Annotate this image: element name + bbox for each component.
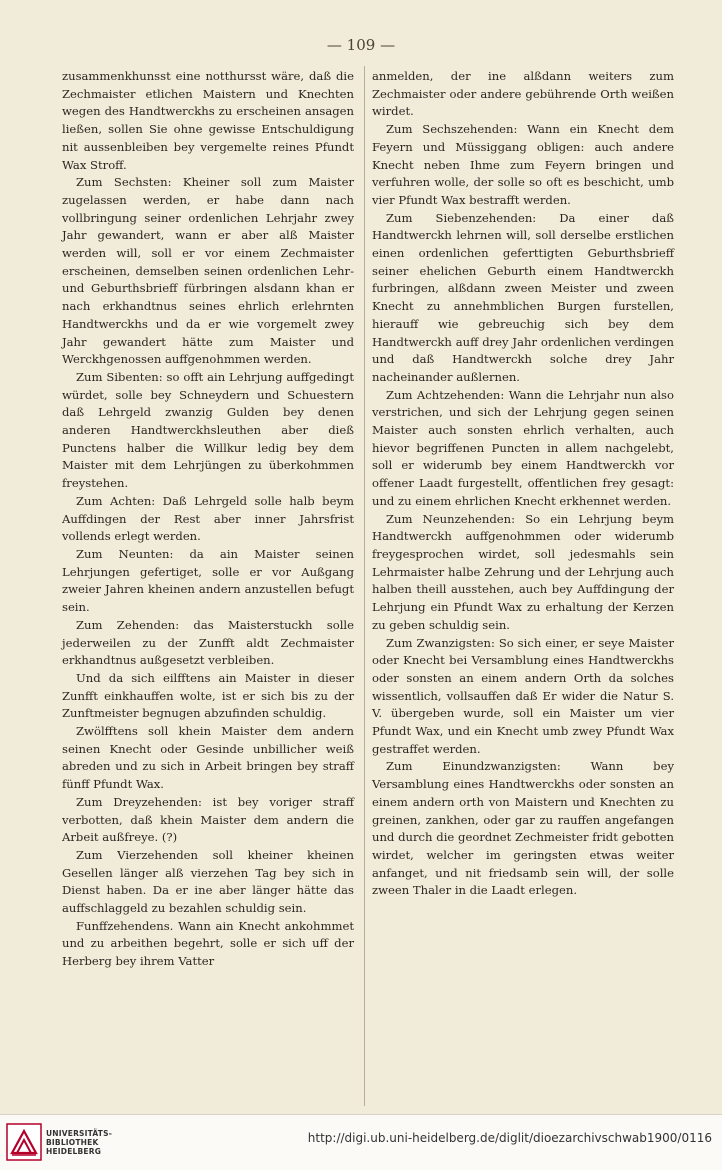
right-column-paragraph: Zum Neunzehenden: So ein Lehrjung beym Handtwerckh auffgenohmmen oder widerumb freygesprochen wirdet, soll jedesmahls sein Lehrmaister halbe Zehrung und der Lehrjung auch halben theill ausstehen, auch bey Auffdingung der Lehrjung ein Pfundt Wax zu erhaltung der Kerzen zu geben schuldig sein.	[372, 511, 674, 632]
right-column-paragraph: Zum Einundzwanzigsten: Wann bey Versamblung eines Handtwerckhs oder sonsten an einem andern orth von Maistern und Knechten zu greinen, zankhen, oder gar zu rauffen angefangen und durch die geordnet Zechmeister fridt gebotten wirdet, welcher im geringsten etwas weiter anfanget, und nit friedsamb sein will, der solle zween Thaler in die Laadt erlegen.	[372, 759, 674, 898]
left-column-paragraph: Zum Neunten: da ain Maister seinen Lehrjungen gefertiget, solle er vor Außgang zweier Jahren kheinen andern anzustellen befugt sein.	[62, 546, 354, 615]
source-url-link[interactable]: http://digi.ub.uni-heidelberg.de/diglit/dioezarchivschwab1900/0116	[307, 1131, 712, 1145]
left-column-paragraph: Und da sich eilfftens ain Maister in dieser Zunfft einkhauffen wolte, ist er sich bis zu der Zunftmeister begnugen abzufinden schuldig.	[62, 670, 354, 721]
university-library-logo-icon	[6, 1123, 42, 1161]
library-name-line: UNIVERSITÄTS-	[46, 1129, 113, 1138]
library-name-line: HEIDELBERG	[46, 1147, 102, 1156]
right-column-paragraph: Zum Zwanzigsten: So sich einer, er seye Maister oder Knecht bei Versamblung eines Handtwerckhs oder sonsten an einem andern Orth da solches wissentlich, vollsauffen daß Er wider die Natur S. V. übergeben wurde, soll ein Maister um vier Pfundt Wax, und ein Knecht umb zwey Pfundt Wax gestraffet werden.	[372, 635, 674, 756]
left-column-paragraph: Zum Sechsten: Kheiner soll zum Maister zugelassen werden, er habe dann nach vollbringung seiner ordenlichen Lehrjahr zwey Jahr gewandert, wann er aber alß Maister werden will, soll er vor einem Zechmaister erscheinen, demselben seinen ordenlichen Lehr- und Geburthsbrieff fürbringen alsdann khan er nach erkhandtnus seines ehrlich erlehrnten Handtwerckhs und da er wie vorgemelt zwey Jahr gewandert hätte zum Maister und Werckhgenossen auffgenohmmen werden.	[62, 175, 354, 367]
left-column-paragraph: Zwölfftens soll khein Maister dem andern seinen Knecht oder Gesinde unbillicher weiß abreden und zu sich in Arbeit bringen bey straff fünff Pfundt Wax.	[62, 724, 354, 792]
left-column-paragraph: Zum Zehenden: das Maisterstuckh solle jederweilen zu der Zunfft aldt Zechmaister erkhandtnus außgesetzt verbleiben.	[62, 617, 354, 668]
text-columns	[62, 68, 674, 971]
footer-bar	[0, 1114, 722, 1170]
right-column	[372, 68, 674, 971]
right-column-paragraph: Zum Sechszehenden: Wann ein Knecht dem Feyern und Müssiggang obligen: auch andere Knecht neben Ihme zum Feyern bringen und verfuhren wolle, der solle so oft es beschicht, umb vier Pfundt Wax bestrafft werden.	[372, 122, 674, 207]
right-column-paragraph: anmelden, der ine alßdann weiters zum Zechmaister oder andere gebührende Orth weißen wirdet.	[372, 69, 674, 119]
left-column-paragraph: Funffzehendens. Wann ain Knecht ankohmmet und zu arbeithen begehrt, solle er sich uff der Herberg bey ihrem Vatter	[62, 918, 354, 969]
left-column-paragraph: Zum Achten: Daß Lehrgeld solle halb beym Auffdingen der Rest aber inner Jahrsfrist vollends erlegt werden.	[62, 493, 354, 544]
left-column-paragraph: Zum Dreyzehenden: ist bey voriger straff verbotten, daß khein Maister dem andern die Arbeit außfreye. (?)	[62, 794, 354, 845]
page-number: — 109 —	[326, 36, 396, 54]
left-column-paragraph: Zum Vierzehenden soll kheiner kheinen Gesellen länger alß vierzehen Tag bey sich in Dienst haben. Da er ine aber länger hätte das auffschlaggeld zu bezahlen schuldig sein.	[62, 847, 354, 916]
left-column	[62, 68, 354, 971]
right-column-paragraph: Zum Siebenzehenden: Da einer daß Handtwerckh lehrnen will, soll derselbe erstlichen einen ordenlichen geferttigten Geburthsbrieff seiner ehelichen Geburth einem Handtwerckh furbringen, alßdann zween Meister und zween Knecht zu annehmblichen Burgen furstellen, hierauff wie gebreuchig sich bey dem Handtwerckh auff drey Jahr ordenlichen verdingen und daß Handtwerckh solche drey Jahr nacheinander außlernen.	[372, 210, 674, 384]
right-column-paragraph: Zum Achtzehenden: Wann die Lehrjahr nun also verstrichen, und sich der Lehrjung gegen seinen Maister auch sonsten ehrlich verhalten, auch hievor begriffenen Puncten in allem nachgelebt, soll er widerumb bey einem Handtwerckh vor offener Laadt furgestellt, offentlichen frey gesagt: und zu einem ehrlichen Knecht erkhennet werden.	[372, 387, 674, 508]
library-name	[46, 1129, 112, 1156]
library-name-line: BIBLIOTHEK	[46, 1138, 99, 1147]
left-column-paragraph: zusammenkhunsst eine notthursst wäre, daß die Zechmaister etlichen Maistern und Knechten wegen des Handtwerckhs zu erscheinen ansagen ließen, sollen Sie ohne gewisse Entschuldigung nit aussenbleiben bey vergemelte reines Pfundt Wax Stroff.	[62, 69, 354, 172]
left-column-paragraph: Zum Sibenten: so offt ain Lehrjung auffgedingt würdet, solle bey Schneydern und Schuestern daß Lehrgeld zwanzig Gulden bey denen anderen Handtwerckhsleuthen aber dieß Punctens halber die Willkur ledig bey dem Maister mit dem Lehrjüngen zu überkohmmen freystehen.	[62, 369, 354, 491]
